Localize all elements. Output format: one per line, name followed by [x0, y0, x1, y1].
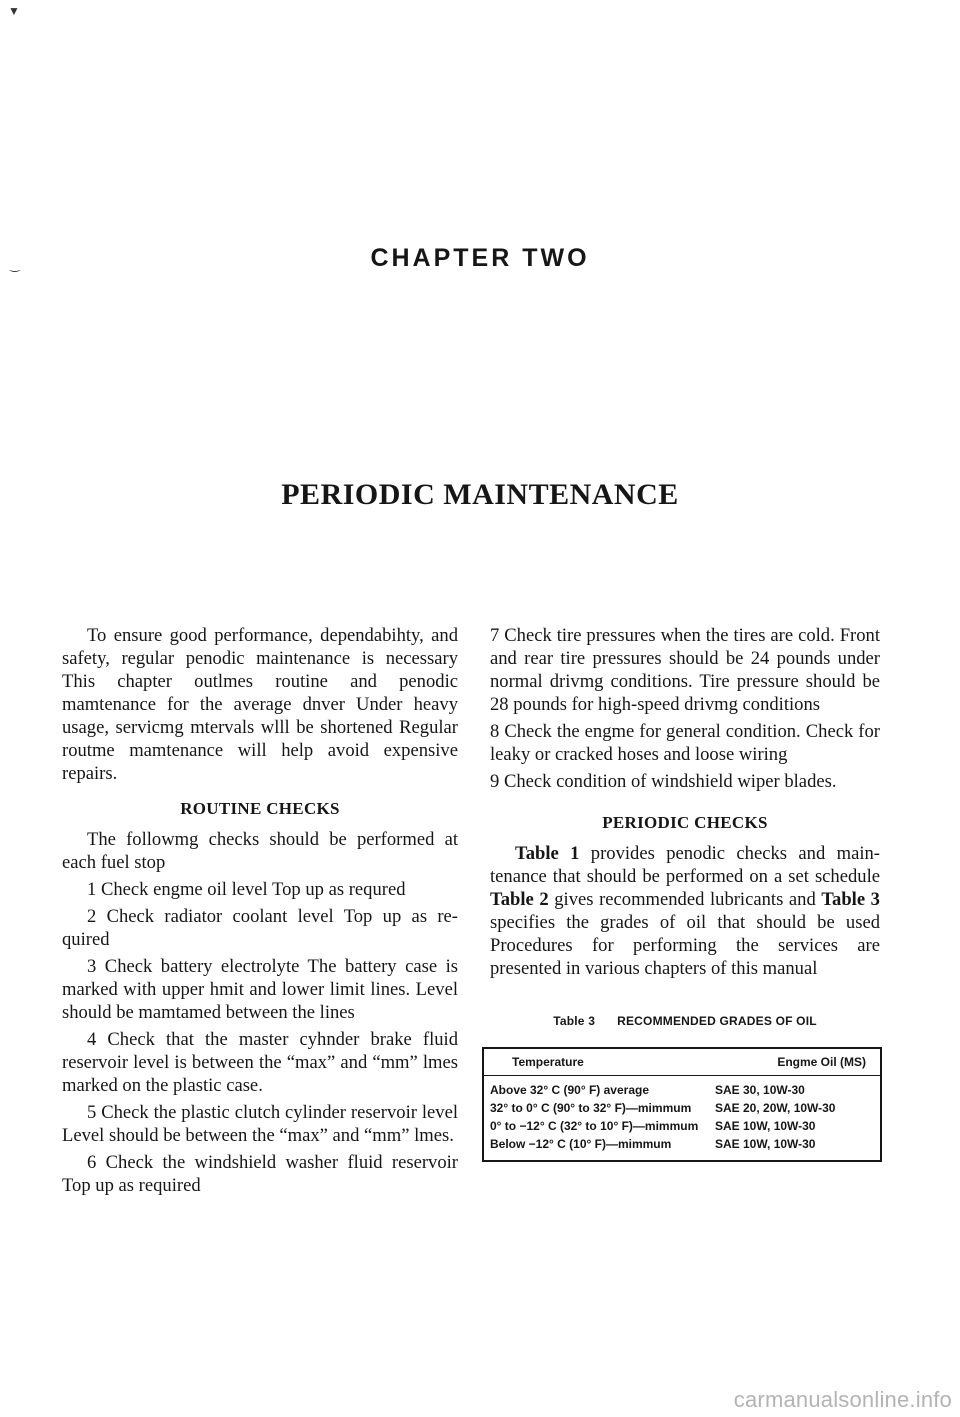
table-header-row — [484, 1049, 880, 1076]
table-row — [490, 1099, 876, 1117]
table-cell-oil-grade: SAE 30, 10W-30 — [715, 1083, 805, 1097]
list-item: 9 Check condition of windshield wiper blades. — [490, 771, 837, 792]
chapter-title: PERIODIC MAINTENANCE — [281, 478, 679, 511]
table-cell-temperature: 0° to −12° C (32° to 10° F)—mimmum — [490, 1119, 699, 1133]
list-item: 7 Check tire pressures when the tires are cold. Front and rear tire pressures should be 24 pounds under normal drivmg conditions. Tire pressure should be 28 pounds for high-speed drivmg conditions — [490, 625, 880, 715]
chapter-label: CHAPTER TWO — [370, 244, 590, 272]
table-caption-title: RECOMMENDED GRADES OF OIL — [617, 1014, 817, 1028]
periodic-checks-paragraph — [490, 842, 880, 980]
table-row — [490, 1135, 876, 1153]
list-item: 2 Check radiator coolant level Top up as re-quired — [62, 906, 458, 950]
left-column — [62, 624, 458, 1197]
watermark-logo: carmanualsonline.info — [733, 1387, 952, 1412]
table-cell-oil-grade: SAE 10W, 10W-30 — [715, 1119, 816, 1133]
list-item: 6 Check the windshield washer fluid reservoir Top up as required — [62, 1152, 458, 1196]
table-reference: Table 3 — [821, 889, 880, 910]
table-cell-oil-grade: SAE 10W, 10W-30 — [715, 1137, 816, 1151]
table-caption — [490, 1010, 880, 1033]
table-cell-temperature: Above 32° C (90° F) average — [490, 1083, 649, 1097]
routine-checks-intro: The followmg checks should be performed at each fuel stop — [62, 829, 458, 873]
table-body — [484, 1076, 880, 1160]
list-item: 5 Check the plastic clutch cylinder reservoir level Level should be between the “max” and “mm” lmes. — [62, 1102, 458, 1146]
list-item: 4 Check that the master cyhnder brake fluid reservoir level is between the “max” and “mm” lmes marked on the plastic case. — [62, 1029, 458, 1096]
routine-checks-heading: ROUTINE CHECKS — [180, 799, 340, 818]
list-item: 1 Check engme oil level Top up as requred — [87, 879, 406, 900]
table-cell-temperature: Below −12° C (10° F)—mimmum — [490, 1137, 672, 1151]
paragraph-text: provides penodic checks and main-tenance that should be performed on a set schedule — [490, 843, 880, 887]
list-item: 3 Check battery electrolyte The battery case is marked with upper hmit and lower limit lines. Level should be mamtamed between the lines — [62, 956, 458, 1023]
table-row — [490, 1081, 876, 1099]
table-cell-oil-grade: SAE 20, 20W, 10W-30 — [715, 1101, 836, 1115]
right-column — [490, 624, 880, 1162]
oil-grades-table — [482, 1047, 882, 1162]
table-caption-number: Table 3 — [553, 1014, 596, 1028]
intro-paragraph: To ensure good performance, dependabihty, and safety, regular penodic maintenance is necessary This chapter outlmes routine and penodic mamtenance for the average dnver Under heavy usage, servicmg mtervals wlll be shortened Regular routme mamtenance will help avoid expensive repairs. — [62, 625, 458, 784]
table-reference: Table 2 — [490, 889, 549, 910]
paragraph-text: gives recommended lubricants and — [548, 889, 822, 910]
scan-mark: ‿ — [10, 258, 20, 272]
table-reference: Table 1 — [515, 843, 580, 864]
scan-mark: ▼ — [8, 4, 20, 18]
table-cell-temperature: 32° to 0° C (90° to 32° F)—mimmum — [490, 1101, 692, 1115]
table-header-cell: Engme Oil (MS) — [777, 1055, 866, 1069]
periodic-checks-heading: PERIODIC CHECKS — [602, 813, 768, 832]
list-item: 8 Check the engme for general condition. Check for leaky or cracked hoses and loose wiring — [490, 721, 880, 765]
table-header-cell: Temperature — [512, 1055, 584, 1069]
table-row — [490, 1117, 876, 1135]
paragraph-text: specifies the grades of oil that should be used Procedures for performing the services are presented in various chapters of this manual — [490, 912, 880, 979]
